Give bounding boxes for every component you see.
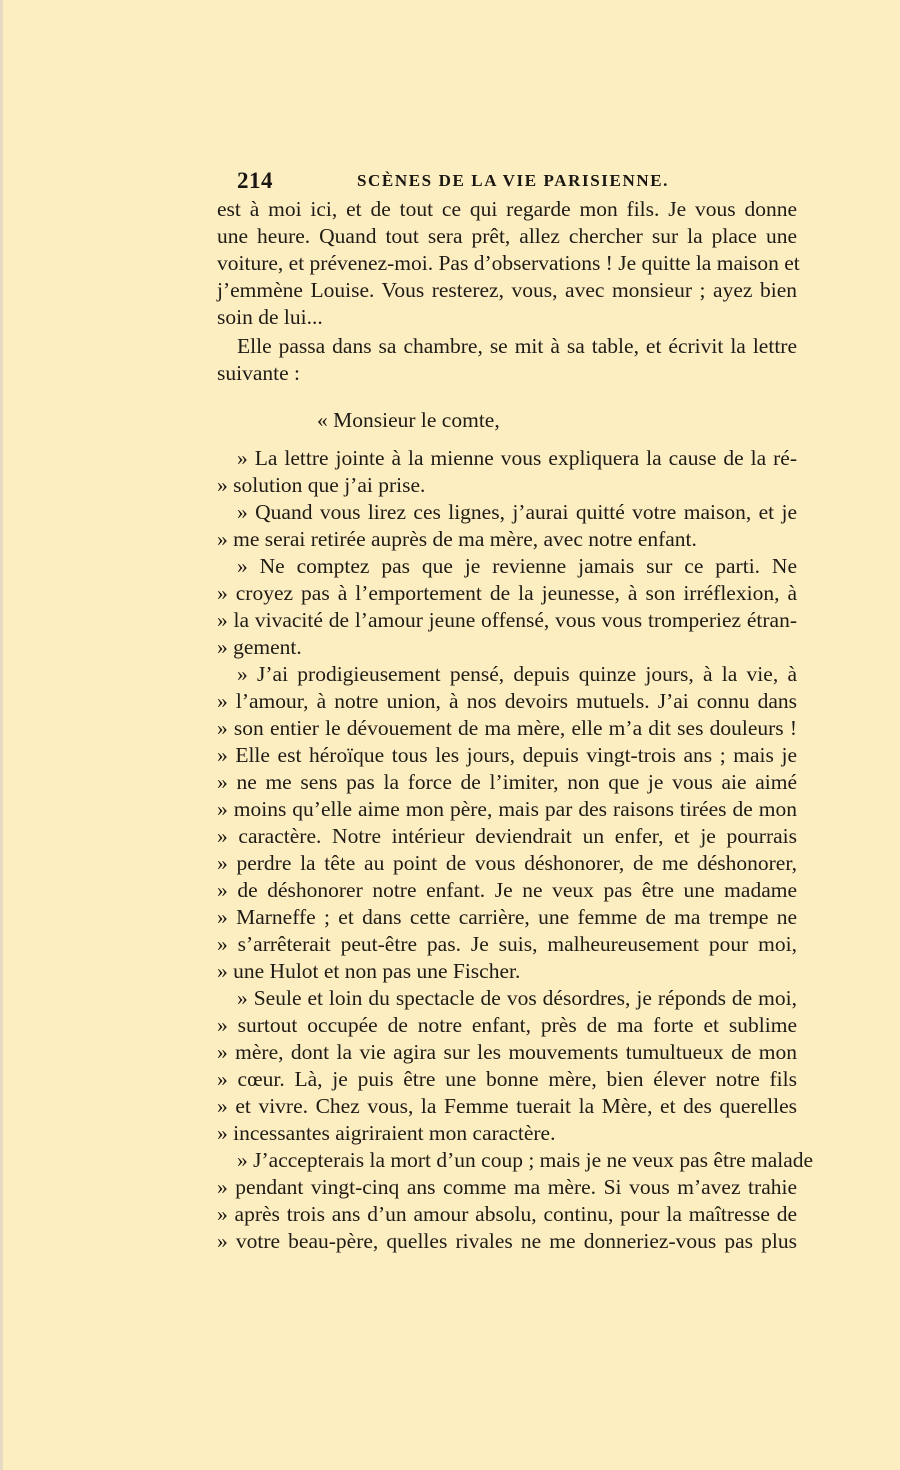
text-line: une heure. Quand tout sera prêt, allez chercher sur la place une [217,224,797,248]
text-line: » de déshonorer notre enfant. Je ne veux pas être une madame [217,878,797,902]
text-line: » Elle est héroïque tous les jours, depuis vingt-trois ans ; mais je [217,743,797,767]
text-line: » Ne comptez pas que je revienne jamais sur ce parti. Ne [237,554,797,578]
text-line: » solution que j’ai prise. [217,473,426,497]
text-line: Elle passa dans sa chambre, se mit à sa table, et écrivit la lettre [237,334,797,358]
text-line: » une Hulot et non pas une Fischer. [217,959,521,983]
text-line: » caractère. Notre intérieur deviendrait un enfer, et je pourrais [217,824,797,848]
text-line: » croyez pas à l’emportement de la jeunesse, à son irréflexion, à [217,581,797,605]
text-line: » après trois ans d’un amour absolu, continu, pour la maîtresse de [217,1202,797,1226]
text-line: » la vivacité de l’amour jeune offensé, vous vous tromperiez étran- [217,608,797,632]
text-line: j’emmène Louise. Vous resterez, vous, avec monsieur ; ayez bien [217,278,797,302]
text-line: » votre beau-père, quelles rivales ne me donneriez-vous pas plus [217,1229,797,1253]
text-line: » perdre la tête au point de vous déshonorer, de me déshonorer, [217,851,797,875]
text-line: » J’ai prodigieusement pensé, depuis quinze jours, à la vie, à [237,662,797,686]
page-number: 214 [237,168,273,193]
running-head [237,168,797,196]
text-line: » La lettre jointe à la mienne vous expliquera la cause de la ré- [237,446,797,470]
text-line: suivante : [217,361,300,385]
text-line: » incessantes aigriraient mon caractère. [217,1121,556,1145]
text-line: soin de lui... [217,305,323,329]
running-title: SCÈNES DE LA VIE PARISIENNE. [357,171,670,190]
text-line: » l’amour, à notre union, à nos devoirs mutuels. J’ai connu dans [217,689,797,713]
text-line: est à moi ici, et de tout ce qui regarde mon fils. Je vous donne [217,197,797,221]
text-line: » J’accepterais la mort d’un coup ; mais je ne veux pas être malade [237,1148,814,1172]
text-line: « Monsieur le comte, [317,408,500,432]
text-line: » Marneffe ; et dans cette carrière, une femme de ma trempe ne [217,905,797,929]
text-line: » Quand vous lirez ces lignes, j’aurai quitté votre maison, et je [237,500,797,524]
text-line: » son entier le dévouement de ma mère, elle m’a dit ses douleurs ! [217,716,797,740]
text-line: » et vivre. Chez vous, la Femme tuerait la Mère, et des querelles [217,1094,797,1118]
text-line: » surtout occupée de notre enfant, près de ma forte et sublime [217,1013,797,1037]
text-line: » me serai retirée auprès de ma mère, avec notre enfant. [217,527,697,551]
text-line: » moins qu’elle aime mon père, mais par des raisons tirées de mon [217,797,797,821]
text-line: » Seule et loin du spectacle de vos désordres, je réponds de moi, [237,986,797,1010]
text-line: » ne me sens pas la force de l’imiter, non que je vous aie aimé [217,770,797,794]
text-line: » mère, dont la vie agira sur les mouvements tumultueux de mon [217,1040,797,1064]
text-line: » cœur. Là, je puis être une bonne mère, bien élever notre fils [217,1067,797,1091]
text-line: » pendant vingt-cinq ans comme ma mère. Si vous m’avez trahie [217,1175,797,1199]
text-line: » gement. [217,635,302,659]
text-line: » s’arrêterait peut-être pas. Je suis, malheureusement pour moi, [217,932,797,956]
text-line: voiture, et prévenez-moi. Pas d’observations ! Je quitte la maison et [217,251,800,275]
